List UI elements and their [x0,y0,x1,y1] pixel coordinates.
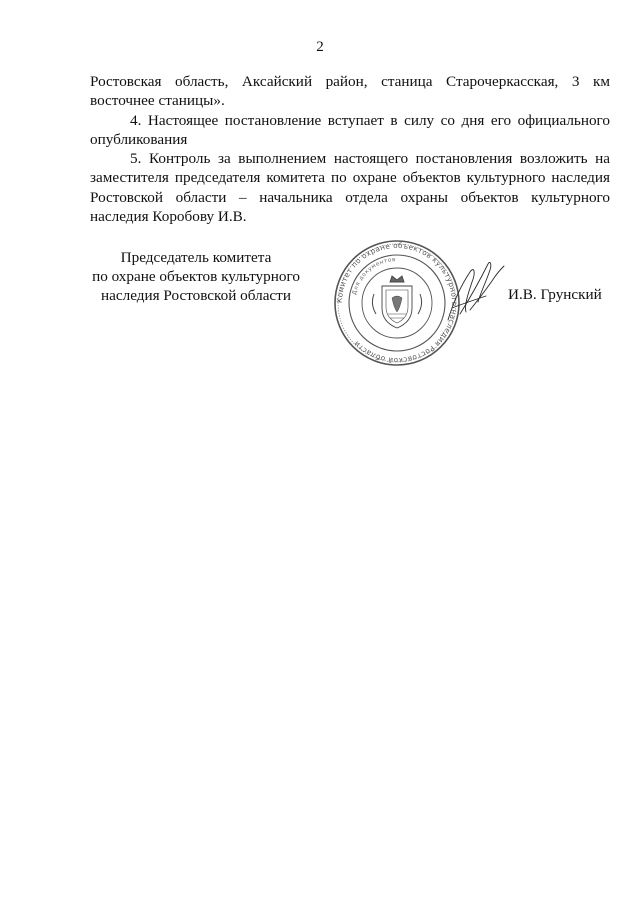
page-number: 2 [316,39,324,55]
seal-outer-text: Комитет по охране объектов культурного наследия Ростовской области [334,240,460,366]
paragraph-4: 4. Настоящее постановление вступает в силу со дня его официального опубликования [90,111,610,148]
signer-name: И.В. Грунский [508,286,602,303]
signatory-position [74,248,318,305]
document-body [90,72,610,226]
paragraph-5: 5. Контроль за выполнением настоящего постановления возложить на заместителя председателя комитета по охране объектов культурного наследия Ростовской области – начальника отдела охраны объектов культурного наследия Коробову И.В. [90,150,610,226]
position-line-2: по охране объектов культурного [92,268,300,285]
paragraph-continuation: Ростовская область, Аксайский район, станица Старочеркасская, 3 км восточнее станицы». [90,73,610,110]
seal-inner-text: Для документов [351,256,397,296]
position-line-3: наследия Ростовской области [101,287,291,304]
handwritten-signature [440,250,510,340]
coat-of-arms-icon [372,276,421,328]
position-line-1: Председатель комитета [120,249,272,266]
